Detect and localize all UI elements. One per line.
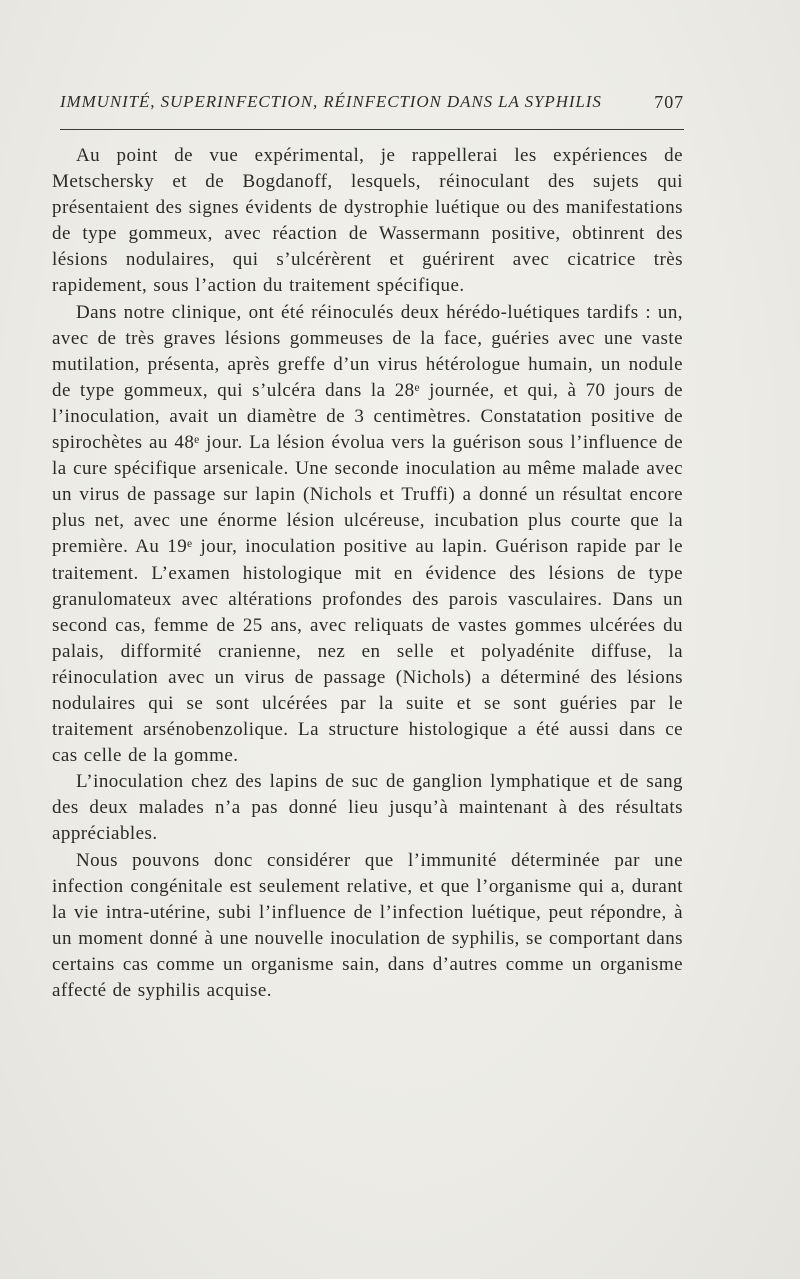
page-number: 707 — [654, 92, 684, 112]
paragraph-experimental: Au point de vue expérimental, je rappellerai les expériences de Metschersky et de Bogdanoff, lesquels, réinoculant des sujets qui présentaient des signes évidents de dystrophie luétique ou des manifestations de type gommeux, avec réaction de Wassermann positive, obtinrent des lésions nodulaires, qui s’ulcérèrent et guérirent avec cicatrice très rapidement, sous l’action du traitement spécifique. — [52, 145, 683, 297]
body-text — [52, 143, 683, 1004]
paragraph-conclusion: Nous pouvons donc considérer que l’immunité déterminée par une infection congénitale est seulement relative, et que l’organisme qui a, durant la vie intra-utérine, subi l’influence de l’infection luétique, peut répondre, à un moment donné à une nouvelle inoculation de syphilis, se comportant dans certains cas comme un organisme sain, dans d’autres comme un organisme affecté de syphilis acquise. — [52, 849, 683, 1001]
paragraph-clinique: Dans notre clinique, ont été réinoculés deux hérédo-luétiques tardifs : un, avec de très graves lésions gommeuses de la face, guéries avec une vaste mutilation, présenta, après greffe d’un virus hétérologue humain, un nodule de type gommeux, qui s’ulcéra dans la 28ᵉ journée, et qui, à 70 jours de l’inoculation, avait un diamètre de 3 centimètres. Constatation positive de spirochètes au 48ᵉ jour. La lésion évolua vers la guérison sous l’influence de la cure spécifique arsenicale. Une seconde inoculation au même malade avec un virus de passage sur lapin (Nichols et Truffi) a donné un résultat encore plus net, avec une énorme lésion ulcéreuse, incubation plus courte que la première. Au 19ᵉ jour, inoculation positive au lapin. Guérison rapide par le traitement. L’examen histologique mit en évidence des lésions de type granulomateux avec altérations profondes des parois vasculaires. Dans un second cas, femme de 25 ans, avec reliquats de vastes gommes ulcérées du palais, difformité cranienne, nez en selle et polyadénite diffuse, la réinoculation avec un virus de passage (Nichols) a déterminé des lésions nodulaires qui se sont ulcérées par la suite et se sont guéries par le traitement arsénobenzolique. La structure histologique a été aussi dans ce cas celle de la gomme. — [52, 301, 683, 767]
paragraph-inoculation-lapins: L’inoculation chez des lapins de suc de ganglion lymphatique et de sang des deux malades n’a pas donné lieu jusqu’à maintenant à des résultats appréciables. — [52, 771, 683, 845]
header-rule — [60, 129, 684, 130]
running-head — [60, 92, 684, 122]
running-title: IMMUNITÉ, SUPERINFECTION, RÉINFECTION DANS LA SYPHILIS — [60, 92, 602, 111]
